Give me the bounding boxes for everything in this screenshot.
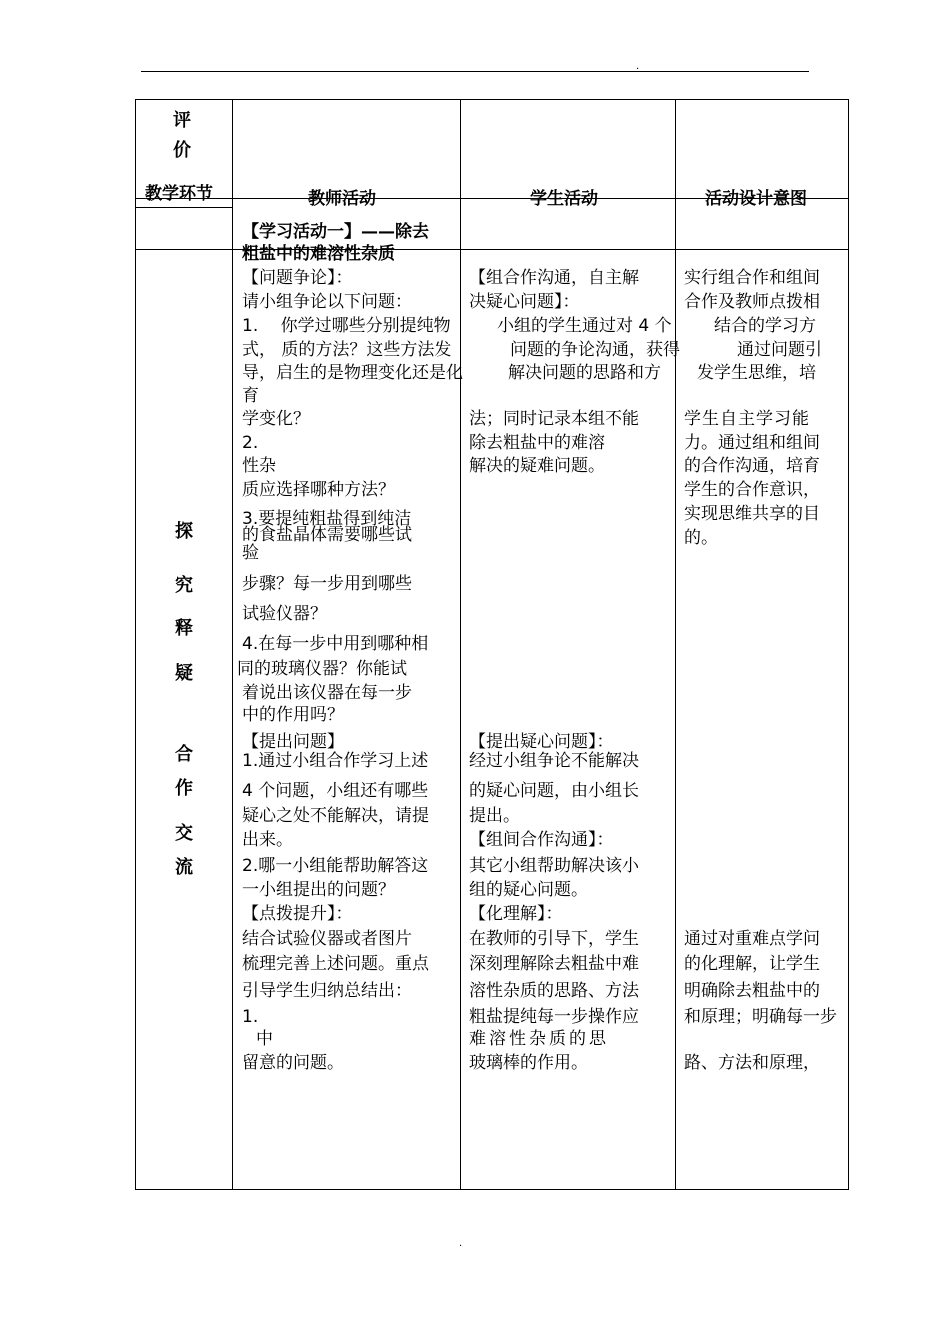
teacher-line: 式， 质的方法？这些方法发 (242, 340, 452, 360)
student-line: 在教师的引导下，学生 (469, 929, 639, 949)
student-line: 除去粗盐中的难溶 (469, 433, 605, 453)
header-design-intent: 活动设计意图 (705, 189, 807, 209)
teacher-line: 步骤？每一步用到哪些 (242, 574, 412, 594)
teacher-line: 质应选择哪种方法？ (242, 480, 395, 500)
intent-line: 的。 (684, 528, 718, 548)
intent-line: 和原理；明确每一步 (684, 1007, 837, 1027)
student-line: 【组合作沟通，自主解 (469, 268, 639, 288)
teacher-line: 1.通过小组合作学习上述 (242, 751, 429, 771)
teacher-line: 3.要提纯粗盐得到纯洁 (242, 509, 412, 529)
intent-line: 力。通过组和组间 (684, 433, 820, 453)
intent-line: 学生的合作意识， (684, 480, 820, 500)
intent-line: 结合的学习方 (714, 316, 816, 336)
teacher-line: 【提出问题】 (242, 732, 344, 752)
table-border-left (135, 99, 136, 1190)
teacher-line: 一小组提出的问题？ (242, 880, 395, 900)
student-line: 粗盐提纯每一步操作应 (469, 1007, 639, 1027)
teacher-line: 中 (256, 1029, 273, 1049)
table-border-top (135, 99, 849, 100)
teacher-line: 1. 你学过哪些分别提纯物 (242, 316, 451, 336)
teacher-line: 4.在每一步中用到哪种相 (242, 634, 429, 654)
stage-char: 作 (175, 778, 193, 799)
teacher-line: 2. (242, 433, 259, 453)
intent-line: 发学生思维，培 (697, 363, 816, 383)
student-line: 【组间合作沟通】： (469, 830, 614, 850)
stage-char: 合 (175, 744, 193, 765)
teacher-line: 出来。 (242, 830, 293, 850)
teacher-line: 着说出该仪器在每一步 (242, 683, 412, 703)
intent-line: 实现思维共享的目 (684, 504, 820, 524)
student-line: 其它小组帮助解决该小 (469, 856, 639, 876)
column-divider-3 (675, 99, 676, 1190)
column-divider-1 (232, 99, 233, 1190)
teacher-line: 同的玻璃仪器？你能试 (237, 659, 407, 679)
student-line: 提出。 (469, 806, 520, 826)
teacher-line: 【问题争论】： (242, 268, 353, 288)
header-evaluation-label: 评价 (173, 110, 191, 161)
student-line: 难溶性杂质的思 (469, 1029, 609, 1049)
teacher-line: 1. (242, 1007, 259, 1027)
stage-char: 究 (175, 575, 193, 596)
intent-line: 通过对重难点学问 (684, 929, 820, 949)
teacher-line: 留意的问题。 (242, 1053, 344, 1073)
stage-char: 流 (175, 857, 193, 878)
header-teacher-activity: 教师活动 (308, 189, 376, 209)
teacher-line: 中的作用吗？ (242, 705, 344, 725)
column-divider-2 (460, 99, 461, 1190)
student-line: 问题的争论沟通，获得 (510, 340, 680, 360)
student-line: 【化理解】： (469, 904, 563, 924)
student-line: 溶性杂质的思路、方法 (469, 981, 639, 1001)
student-line: 深刻理解除去粗盐中难 (469, 954, 639, 974)
table-border-bottom (135, 1189, 849, 1190)
stage-char: 释 (175, 618, 193, 639)
student-line: 【提出疑心问题】： (469, 732, 614, 752)
student-line: 经过小组争论不能解决 (469, 751, 639, 771)
teacher-line: 疑心之处不能解决，请提 (242, 806, 429, 826)
header-stage-label: 教学环节 (145, 184, 213, 204)
header-diagonal-rule (135, 207, 232, 208)
teacher-line: 2.哪一小组能帮助解答这 (242, 856, 429, 876)
student-line: 解决问题的思路和方 (508, 363, 661, 383)
teacher-line: 4 个问题，小组还有哪些 (242, 781, 429, 801)
intent-line: 明确除去粗盐中的 (684, 981, 820, 1001)
teacher-line: 请小组争论以下问题： (242, 292, 412, 312)
student-line: 小组的学生通过对 4 个 (497, 316, 672, 336)
teacher-line: 试验仪器？ (242, 604, 327, 624)
teacher-line: 导，启生的是物理变化还是化 (242, 363, 463, 383)
intent-line: 的化理解，让学生 (684, 954, 820, 974)
student-line: 的疑心问题，由小组长 (469, 781, 639, 801)
intent-line: 合作及教师点拨相 (684, 292, 820, 312)
student-line: 法；同时记录本组不能 (469, 409, 639, 429)
teacher-line: 性杂 (242, 456, 276, 476)
intent-line: 的合作沟通，培育 (684, 456, 820, 476)
intent-line: 路、方法和原理， (684, 1053, 820, 1073)
student-line: 解决的疑难问题。 (469, 456, 605, 476)
teacher-line: 的食盐晶体需要哪些试 (242, 525, 412, 545)
teacher-line: 育 (242, 386, 259, 406)
table-border-right (848, 99, 849, 1190)
footer-mark: . (459, 1238, 463, 1249)
stage-char: 探 (175, 521, 193, 542)
header-mark: . (636, 61, 640, 72)
intent-line: 实行组合作和组间 (684, 268, 820, 288)
activity-title-line-1: 【学习活动一】——除去 (242, 222, 429, 242)
teacher-line: 引导学生归纳总结出： (242, 981, 412, 1001)
stage-char: 交 (175, 823, 193, 844)
activity-title-line-2: 粗盐中的难溶性杂质 (242, 244, 395, 264)
teacher-line: 【点拨提升】： (242, 904, 353, 924)
student-line: 玻璃棒的作用。 (469, 1053, 588, 1073)
teacher-line: 结合试验仪器或者图片 (242, 929, 412, 949)
header-student-activity: 学生活动 (530, 189, 598, 209)
teacher-line: 验 (242, 543, 259, 563)
intent-line: 通过问题引 (737, 340, 822, 360)
student-line: 决疑心问题】： (469, 292, 580, 312)
intent-line: 学生自主学习能 (684, 409, 810, 429)
teacher-line: 梳理完善上述问题。重点 (242, 954, 429, 974)
teacher-line: 学变化？ (242, 409, 310, 429)
stage-char: 疑 (175, 663, 193, 684)
student-line: 组的疑心问题。 (469, 880, 588, 900)
